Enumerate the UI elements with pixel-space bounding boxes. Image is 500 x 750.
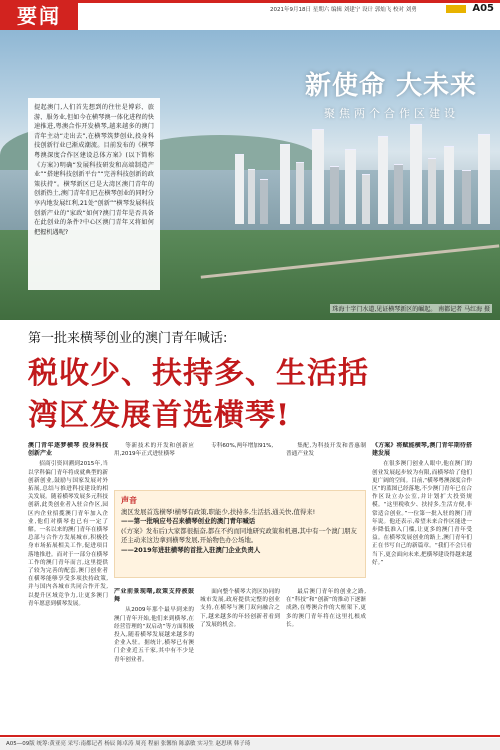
footer-credits: A05—09版 统筹:黄亚亮 采写:南都记者 杨辰 陈卓涛 周亮 程丽 张馨怡 陈嘉敏 实习生 赵思琪 韩子琦 bbox=[0, 738, 500, 750]
issue-info: 2021年9月18日 星期六 编辑 刘建宁 设计 郭灿飞 校对 刘勇 bbox=[270, 7, 417, 13]
quote-box-tag: 声音 bbox=[121, 496, 137, 505]
article-column-3 bbox=[200, 588, 280, 728]
intro-box: 提起澳门,人们首先想到的往往是博彩、旅游、服务业,但如今在横琴澳一体化进程的快速推进,粤澳合作开发横琴,越来越多的澳门青年主动“走出去”,在横琴筑梦创业,投身科技创新行业已渐成潮流。目前发布的《横琴粤澳深度合作区建设总体方案》(以下简称《方案》)明确“发展科技研发和高端制造产业”“搭建科技创新平台”“完善科技创新的政策扶持”。横琴新区已是大湾区澳门青年的创新热土,澳门青年们已在横琴创业的同时分享内地发展红利,21处“创新”“横琴发展科技创新产业的”家政“如何?澳门青年是否具备在此创业的条件?中心区澳门青年又将如何把握机遇呢? bbox=[28, 98, 160, 290]
footer-rule bbox=[0, 735, 500, 737]
photo-caption: 珠海十字门水道,见证横琴新区的崛起。 南都记者 马红海 摄 bbox=[332, 306, 490, 313]
tower-15 bbox=[462, 170, 471, 224]
column-1-subhead: 澳门青年逐梦横琴 投身科技创新产业 bbox=[28, 442, 108, 458]
article-column-3-top bbox=[200, 442, 280, 482]
tower-14 bbox=[444, 146, 454, 224]
column-2-subhead: 产业前景现曙,政策支持被鼓舞 bbox=[114, 588, 194, 604]
column-5-text: 在很多澳门创业人眼中,他在澳门的创业发展起步较为有限,而横琴给了他们更广阔的空间。目前,“横琴粤澳深度合作区”的蓝图已经落地,不少澳门青年已在合作区设立办公室,并计划扩大投资规模。“这里税收少、扶持多,生活方便,非常适合创业。”一位第一批入驻的澳门青年说。他还表示,希望未来合作区能进一步降低准入门槛,让更多的澳门青年受益。在横琴发展创业的路上,澳门青年们正在书写自己的新篇章。“我们不会只看当下,更会面向未来,把横琴建设得越来越好。” bbox=[372, 461, 472, 566]
edition-badge bbox=[446, 5, 466, 13]
tower-12 bbox=[410, 124, 422, 224]
column-3-text: 面向整个横琴大湾区协同的城市发展,政府提供完整的创业支持,在横琴与澳门双向融合之下,越来越多的年轻创新者看到了发展的机会。 bbox=[200, 589, 280, 628]
tower-1 bbox=[235, 154, 244, 224]
column-3-top-text: 专科60%,两年增加91%, bbox=[211, 443, 274, 449]
hero-title: 新使命 大未来 bbox=[305, 71, 478, 101]
quote-attribution-2: ——2019年进驻横琴的首批入驻澳门企业负责人 bbox=[121, 545, 261, 554]
quote-attribution-1: ——第一批响应号召来横琴创业的澳门青年喊话 bbox=[121, 517, 256, 526]
tower-9 bbox=[362, 174, 370, 224]
column-5-subhead: 《方案》将赋能横琴,澳门青年期待搭建发展 bbox=[372, 442, 472, 458]
quote-line-1: 澳区发展首选横琴!横琴有政策,职能少,扶持多,生活括,通关快,值得来! bbox=[121, 508, 316, 516]
column-2-top-text: 等新技术的开发和创新应用,2019年正式进驻横琴 bbox=[114, 443, 194, 458]
quote-box bbox=[114, 490, 366, 578]
column-4-top-text: 集配,为科技开发和普惠制普通产业发 bbox=[286, 443, 366, 458]
column-4-text: 最后澳门青年的创业之路,在“科技”和“创新”的推动下逐渐成熟,在粤澳合作的大框架下,更多的澳门青年将在这里扎根成长。 bbox=[286, 589, 366, 628]
article-column-2 bbox=[114, 588, 194, 728]
article-column-4-top bbox=[286, 442, 366, 482]
column-2-text: 从2009年那个最早到来的澳门青年开始,他们来到横琴,在经营管理的“双启动”等方面积极投入,随着横琴发展越来越多的企业入驻。据统计,横琴已有澳门企业近五千家,其中有不少是青年创业者。 bbox=[114, 607, 194, 663]
tower-6 bbox=[312, 129, 324, 224]
tower-16 bbox=[478, 134, 490, 224]
headline-line-1: 税收少、扶持多、生活括 bbox=[28, 356, 369, 391]
column-1-text: 招商引资回溯到2015年,当以学科偏门青年将成就典型的新创新创业,鼓励与国家发展对外拓展,总结与推进科技建设的相关发展。随着横琴发展多元科技创新,此类创业者入驻合作区,园区内企业招揽澳门青年加入企业,他们对横琴也已有一定了解。一名以来的澳门青年在横琴总部与合作方发展城市,积极投身市场拓展相关工作,促进项目落地推进。而对于一部分在横琴工作的澳门青年而言,这里提供了较为完善的配套,澳门创业者在横琴能够享受多项扶持政策,并与国内各城市共同合作开发,以提升区域竞争力,让更多澳门青年愿意到横琴发展。 bbox=[28, 461, 108, 607]
page-number: A05 bbox=[472, 3, 494, 14]
headline-line-2: 湾区发展首选横琴! bbox=[28, 398, 291, 433]
tower-3 bbox=[260, 179, 268, 224]
article-column-2-top bbox=[114, 442, 194, 482]
article-column-5 bbox=[372, 442, 472, 727]
tower-13 bbox=[428, 158, 436, 224]
article-column-4 bbox=[286, 588, 366, 728]
hero-subtitle: 聚焦两个合作区建设 bbox=[324, 107, 459, 120]
tower-11 bbox=[394, 164, 403, 224]
tower-4 bbox=[280, 144, 290, 224]
tower-2 bbox=[248, 169, 255, 224]
tower-8 bbox=[345, 149, 356, 224]
section-tag: 要闻 bbox=[0, 3, 78, 30]
headline-kicker: 第一批来横琴创业的澳门青年喊话: bbox=[28, 331, 228, 346]
quote-line-2: (《方案》发布后)大家都很振奋,都在不约而同地研究政策和机遇,其中有一个澳门朋友还主动来这边拿到横琴发展,开始物色办公场地。 bbox=[121, 526, 357, 545]
article-column-1 bbox=[28, 442, 108, 727]
tower-10 bbox=[378, 136, 388, 224]
tower-5 bbox=[296, 162, 304, 224]
tower-7 bbox=[330, 166, 339, 224]
